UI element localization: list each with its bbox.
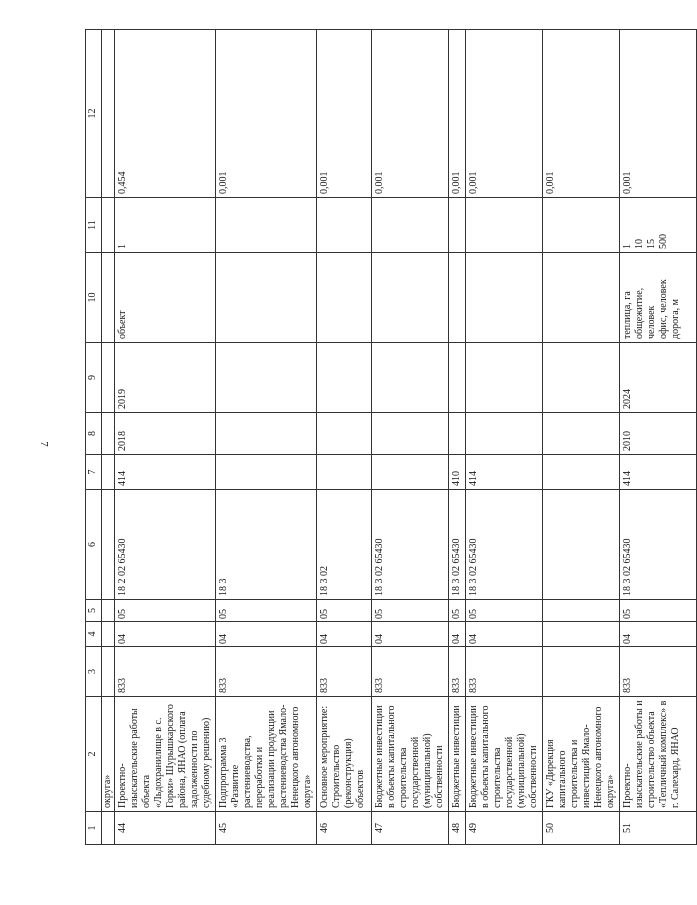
- rotated-table-frame: [85, 30, 681, 845]
- cell-c8: [466, 413, 543, 455]
- col-header-3: 3: [86, 647, 102, 697]
- row-number: 49: [466, 812, 543, 845]
- cell-c8: [543, 413, 620, 455]
- cell-c8: [216, 413, 317, 455]
- value-line: 15: [646, 239, 657, 249]
- cell-c3: 833: [216, 647, 317, 697]
- table-row: [317, 30, 372, 845]
- cell-c5: 05: [466, 600, 543, 622]
- col-header-10: 10: [86, 253, 102, 343]
- cell-c9: [216, 343, 317, 413]
- row-name: Основное мероприятие: Строительство (реконструкция) объектов: [317, 697, 372, 812]
- cell-c9: [372, 343, 449, 413]
- cell-c4: 04: [449, 622, 466, 647]
- cell-c12: 0,001: [449, 30, 466, 198]
- cell-c3: 833: [115, 647, 216, 697]
- header-row: [86, 30, 102, 845]
- cell-c7: [317, 455, 372, 490]
- value-line: 500: [658, 234, 669, 249]
- cell-c10: [449, 253, 466, 343]
- row-name: ГКУ «Дирекция капитального строительства и инвестиций Ямало-Ненецкого автономного округа»: [543, 697, 620, 812]
- cell-c12: 0,001: [216, 30, 317, 198]
- cell-c9: [466, 343, 543, 413]
- cell-c11: [449, 198, 466, 253]
- cell-c7: 414: [466, 455, 543, 490]
- cell-c3: 833: [466, 647, 543, 697]
- cell-c6: 18 3 02: [317, 490, 372, 600]
- row-number: 50: [543, 812, 620, 845]
- row-name: Бюджетные инвестиции в объекты капитального строительства государственной (муниципальной) собственности: [372, 697, 449, 812]
- cell-c5: [543, 600, 620, 622]
- cell-c10: [372, 253, 449, 343]
- cell-c8: [317, 413, 372, 455]
- cell-c8: [449, 413, 466, 455]
- page-number: 7: [37, 441, 50, 447]
- cell-c5: 05: [449, 600, 466, 622]
- cell-c3: 833: [449, 647, 466, 697]
- cell-c9: 2019: [115, 343, 216, 413]
- cell-c6: 18 3: [216, 490, 317, 600]
- table-row: [216, 30, 317, 845]
- cell-c10: [466, 253, 543, 343]
- cell-c3: [543, 647, 620, 697]
- cell-c8: [372, 413, 449, 455]
- cell-c4: 04: [620, 622, 697, 647]
- cell-c6: 18 3 02 65430: [466, 490, 543, 600]
- table-container: [85, 30, 681, 845]
- col-header-1: 1: [86, 812, 102, 845]
- cell-c5: 05: [115, 600, 216, 622]
- col-header-9: 9: [86, 343, 102, 413]
- value-line: 10: [634, 239, 645, 249]
- cell-c12: 0,001: [466, 30, 543, 198]
- budget-table: [85, 29, 697, 845]
- col-header-7: 7: [86, 455, 102, 490]
- row-name: Бюджетные инвестиции в объекты капитального строительства государственной (муниципальной) собственности: [466, 697, 543, 812]
- cell-c5: 05: [372, 600, 449, 622]
- cell-c10: [216, 253, 317, 343]
- col-header-12: 12: [86, 30, 102, 198]
- table-row: [620, 30, 697, 845]
- row-number: 44: [115, 812, 216, 845]
- cell-c12: 0,001: [620, 30, 697, 198]
- cell-c12: 0,001: [543, 30, 620, 198]
- cell-c11: [466, 198, 543, 253]
- cell-c6: 18 3 02 65430: [449, 490, 466, 600]
- row-number: 45: [216, 812, 317, 845]
- cell-c11: [317, 198, 372, 253]
- cell-c10: объект: [115, 253, 216, 343]
- table-row: [466, 30, 543, 845]
- table-row: [372, 30, 449, 845]
- cell-c12: 0,001: [317, 30, 372, 198]
- cell-c10: [543, 253, 620, 343]
- col-header-2: 2: [86, 697, 102, 812]
- col-header-6: 6: [86, 490, 102, 600]
- cell-c7: 414: [115, 455, 216, 490]
- row-name: Проектно-изыскательские работы и строительство объекта «Тепличный комплекс» в г. Салехард, ЯНАО: [620, 697, 697, 812]
- cell-c7: 410: [449, 455, 466, 490]
- cell-c8: 2018: [115, 413, 216, 455]
- cell-c7: 414: [620, 455, 697, 490]
- cell-c9: 2024: [620, 343, 697, 413]
- col-header-4: 4: [86, 622, 102, 647]
- continuation-text: округа»: [102, 697, 115, 812]
- unit-line: дорога, м: [670, 299, 681, 339]
- col-header-8: 8: [86, 413, 102, 455]
- cell-c12: 0,454: [115, 30, 216, 198]
- unit-line: офис, человек: [658, 279, 669, 339]
- row-number: 46: [317, 812, 372, 845]
- row-name: Бюджетные инвестиции: [449, 697, 466, 812]
- cell-c3: 833: [620, 647, 697, 697]
- col-header-11: 11: [86, 198, 102, 253]
- cell-c9: [317, 343, 372, 413]
- unit-line: общежитие, человек: [634, 287, 657, 339]
- unit-line: теплица, га: [622, 291, 633, 339]
- cell-c6: 18 3 02 65430: [372, 490, 449, 600]
- cell-c6: [543, 490, 620, 600]
- cell-c6: 18 3 02 65430: [620, 490, 697, 600]
- cell-c4: 04: [216, 622, 317, 647]
- cell-c4: 04: [115, 622, 216, 647]
- cell-c9: [449, 343, 466, 413]
- cell-c7: [372, 455, 449, 490]
- row-number: 47: [372, 812, 449, 845]
- cell-c4: 04: [317, 622, 372, 647]
- cell-c11: [372, 198, 449, 253]
- cell-c12: 0,001: [372, 30, 449, 198]
- cell-c7: [543, 455, 620, 490]
- cell-c10: [620, 253, 697, 343]
- cell-c3: 833: [372, 647, 449, 697]
- cell-c11: [216, 198, 317, 253]
- cell-c11: [543, 198, 620, 253]
- cell-c4: 04: [372, 622, 449, 647]
- cell-c5: 05: [620, 600, 697, 622]
- cell-c4: 04: [466, 622, 543, 647]
- row-name: Проектно-изыскательские работы объекта «Льдохранилище в с. Горки» Шурышкарского района, ЯНАО (оплата задолженности по судебному решению): [115, 697, 216, 812]
- row-number: 51: [620, 812, 697, 845]
- cell-c4: [543, 622, 620, 647]
- table-row: [115, 30, 216, 845]
- cell-c3: 833: [317, 647, 372, 697]
- value-line: 1: [622, 244, 633, 249]
- row-number: 48: [449, 812, 466, 845]
- cell-c6: 18 2 02 65430: [115, 490, 216, 600]
- cell-c9: [543, 343, 620, 413]
- cell-c5: 05: [317, 600, 372, 622]
- col-header-5: 5: [86, 600, 102, 622]
- cell-c10: [317, 253, 372, 343]
- table-row: [543, 30, 620, 845]
- cell-c8: 2010: [620, 413, 697, 455]
- cell-c5: 05: [216, 600, 317, 622]
- continuation-row: [102, 30, 115, 845]
- table-row: [449, 30, 466, 845]
- cell-c7: [216, 455, 317, 490]
- row-name: Подпрограмма 3 «Развитие растениеводства, переработки и реализации продукции растениеводства Ямало-Ненецкого автономного округа»: [216, 697, 317, 812]
- cell-c11: [620, 198, 697, 253]
- cell-c11: 1: [115, 198, 216, 253]
